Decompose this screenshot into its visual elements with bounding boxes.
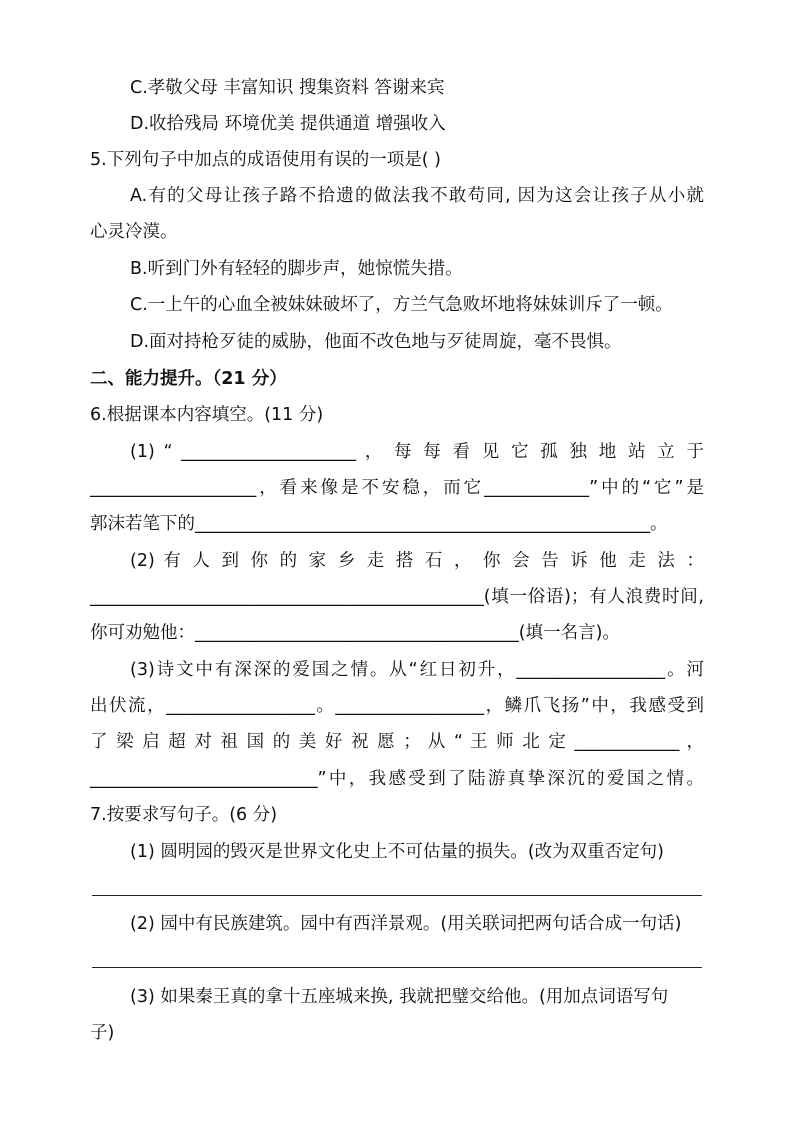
q6-part1-line2: ___________________，看来像是不安稳，而它____________”中的“它”是 xyxy=(90,478,704,498)
q6-part2-line1: (2) 有 人 到 你 的 家 乡 走 搭 石 ， 你 会 告 诉 他 走 法 ： xyxy=(130,551,704,571)
q6-part2-line3: 你可劝勉他：_____________________________________(填一名言)。 xyxy=(90,623,620,643)
q7-stem: 7.按要求写句子。(6 分) xyxy=(90,805,278,825)
q5-option-a-line2: 心灵冷漠。 xyxy=(90,222,178,242)
q4-option-c: C.孝敬父母 丰富知识 搜集资料 答谢来宾 xyxy=(130,78,445,98)
answer-line-1[interactable] xyxy=(92,895,702,896)
q7-sentence3-line2: 子) xyxy=(90,1023,115,1043)
q7-sentence2: (2) 园中有民族建筑。园中有西洋景观。(用关联词把两句话合成一句话) xyxy=(130,914,682,934)
q6-part3-line1: (3)诗文中有深深的爱国之情。从“红日初升，_________________。河 xyxy=(130,660,704,680)
q4-option-d: D.收拾残局 环境优美 提供通道 增强收入 xyxy=(130,114,446,134)
q6-part1-line1: (1) “ ____________________ ， 每 每 看 见 它 孤 独 地 站 立 于 xyxy=(130,442,704,462)
q6-stem: 6.根据课本内容填空。(11 分) xyxy=(90,405,324,425)
q6-part3-line2: 出伏流，_________________。_________________，鳞爪飞扬”中，我感受到 xyxy=(90,696,704,716)
answer-line-2[interactable] xyxy=(92,967,702,968)
section-heading: 二、能力提升。（21 分） xyxy=(90,369,287,389)
q5-option-b: B.听到门外有轻轻的脚步声，她惊慌失措。 xyxy=(130,259,463,279)
q5-option-c: C.一上午的心血全被妹妹破坏了，方兰气急败坏地将妹妹训斥了一顿。 xyxy=(130,295,673,315)
q6-part1-line3: 郭沫若笔下的____________________________________________________。 xyxy=(90,514,668,534)
q6-part3-line4: __________________________”中，我感受到了陆游真挚深沉的爱国之情。 xyxy=(90,769,704,789)
q6-part2-line2: _____________________________________________(填一俗语)；有人浪费时间, xyxy=(90,587,704,607)
q5-option-d: D.面对持枪歹徒的威胁，他面不改色地与歹徒周旋，毫不畏惧。 xyxy=(130,332,622,352)
q5-stem: 5.下列句子中加点的成语使用有误的一项是( ) xyxy=(90,150,441,170)
q5-option-a-line1: A.有的父母让孩子路不拾遗的做法我不敢苟同, 因为这会让孩子从小就 xyxy=(130,186,704,206)
q7-sentence3-line1: (3) 如果秦王真的拿十五座城来换, 我就把璧交给他。(用加点词语写句 xyxy=(130,987,669,1007)
q7-sentence1: (1) 圆明园的毁灭是世界文化史上不可估量的损失。(改为双重否定句) xyxy=(130,842,665,862)
q6-part3-line3: 了 梁 启 超 对 祖 国 的 美 好 祝 愿 ； 从 “ 王 师 北 定 ____________ ， xyxy=(90,732,704,752)
